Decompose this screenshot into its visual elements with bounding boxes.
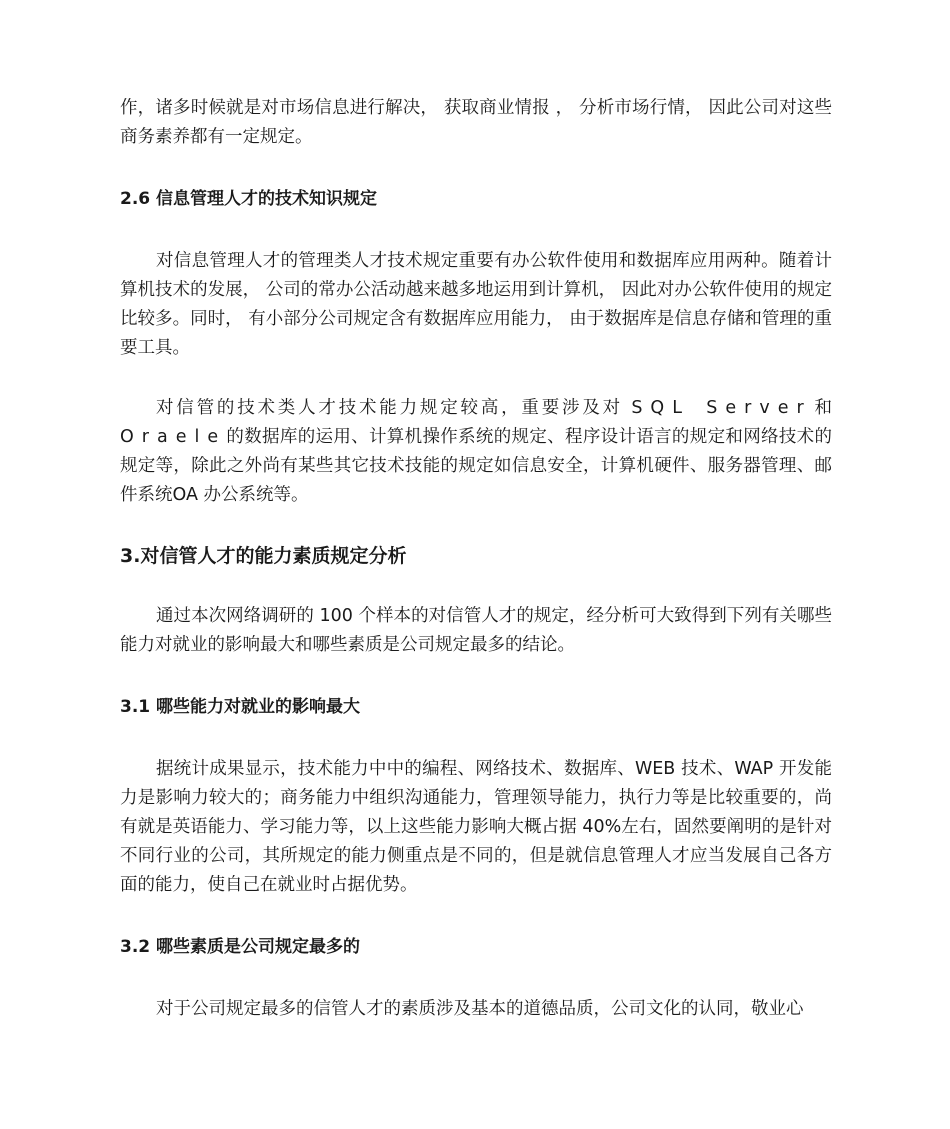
- paragraph-2-6-technical-rest: 的数据库的运用、计算机操作系统的规定、程序设计语言的规定和网络技术的规定等，除此之外尚有某些其它技术技能的规定如信息安全，计算机硬件、服务器管理、邮件系统OA 办公系统等。: [120, 427, 832, 505]
- paragraph-3-1: 据统计成果显示，技术能力中中的编程、网络技术、数据库、WEB 技术、WAP 开发能力是影响力较大的；商务能力中组织沟通能力，管理领导能力，执行力等是比较重要的，尚有就是英语能力、学习能力等，以上这些能力影响大概占据 40%左右，固然要阐明的是针对不同行业的公司，其所规定的能力侧重点是不同的，但是就信息管理人才应当发展自己各方面的能力，使自己在就业时占据优势。: [120, 759, 832, 895]
- and-text: 和: [811, 398, 833, 418]
- paragraph-2-6-technical: [120, 394, 832, 510]
- section-heading-3-2: 3.2 哪些素质是公司规定最多的: [120, 937, 361, 957]
- paragraph-2-6-management: 对信息管理人才的管理类人才技术规定重要有办公软件使用和数据库应用两种。随着计算机技术的发展， 公司的常办公活动越来越多地运用到计算机， 因此对办公软件使用的规定比较多。同时， 有小部分公司规定含有数据库应用能力， 由于数据库是信息存储和管理的重要工具。: [120, 251, 832, 358]
- intro-paragraph: 作，诸多时候就是对市场信息进行解决， 获取商业情报 ， 分析市场行情， 因此公司对这些商务素养都有一定规定。: [120, 98, 832, 147]
- paragraph-3-2: 对于公司规定最多的信管人才的素质涉及基本的道德品质，公司文化的认同，敬业心: [156, 999, 804, 1019]
- section-heading-3: 3.对信管人才的能力素质规定分析: [120, 545, 407, 567]
- section-heading-3-1: 3.1 哪些能力对就业的影响最大: [120, 697, 361, 717]
- paragraph-3: 通过本次网络调研的 100 个样本的对信管人才的规定，经分析可大致得到下列有关哪些能力对就业的影响最大和哪些素质是公司规定最多的结论。: [120, 606, 832, 655]
- paragraph-2-6-technical-lead: 对信管的技术类人才技术能力规定较高，重要涉及对: [156, 398, 623, 418]
- section-heading-2-6: 2.6 信息管理人才的技术知识规定: [120, 189, 378, 209]
- sql-server-term: SQL Server: [631, 398, 812, 418]
- document-page: [120, 94, 832, 1024]
- oraele-term: Oraele: [120, 427, 227, 447]
